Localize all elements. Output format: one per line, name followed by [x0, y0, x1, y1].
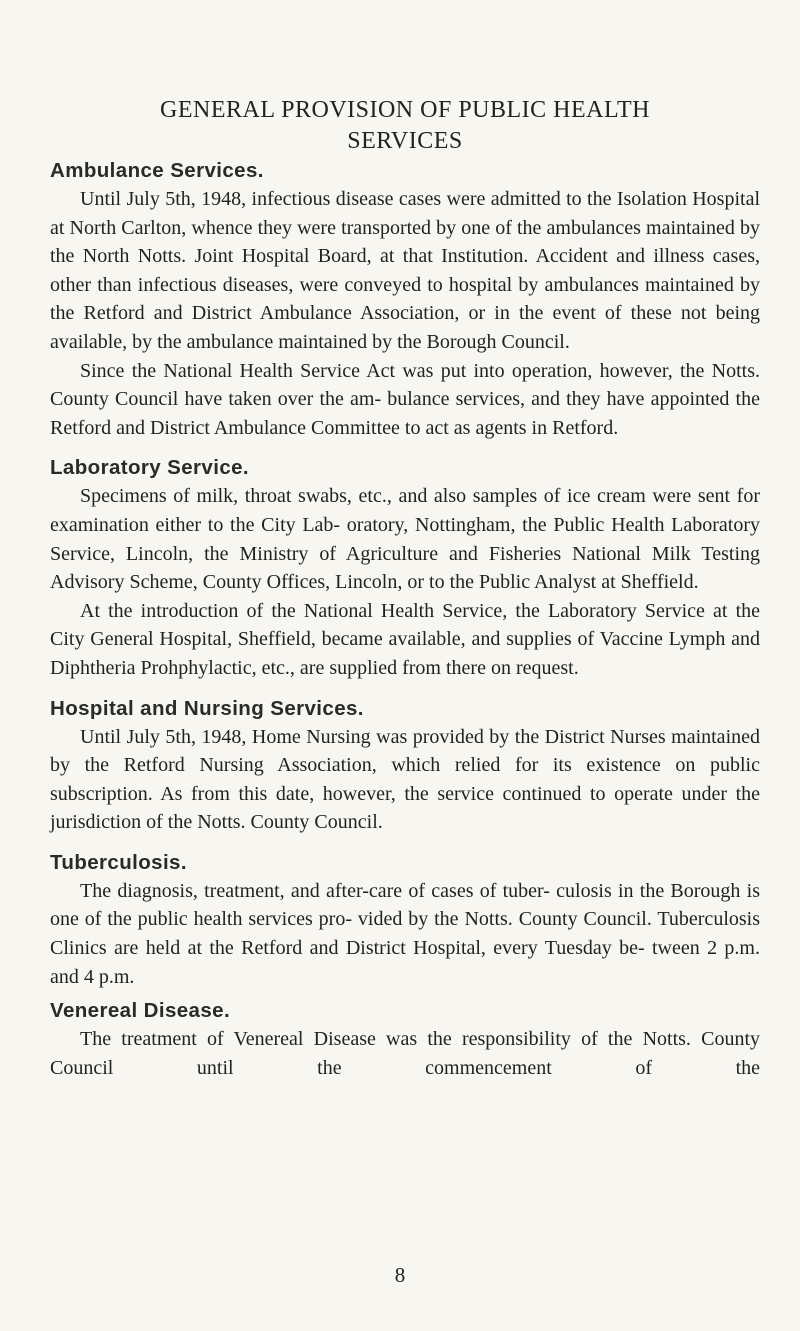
section-heading: Tuberculosis.: [50, 850, 187, 874]
section-tuberculosis: [50, 849, 760, 991]
section-venereal-disease: [50, 997, 760, 1082]
paragraph: Since the National Health Service Act was put into operation, however, the Notts. County Council have taken over the am- bulance services, and they have appointed the Retford and District Ambulance Committee to act as agents in Retford.: [50, 359, 760, 439]
page-title: [50, 95, 760, 157]
paragraph: Specimens of milk, throat swabs, etc., and also samples of ice cream were sent for examination either to the City Lab- oratory, Nottingham, the Public Health Laboratory Service, Lincoln, the Ministry of Agriculture and Fisheries National Milk Testing Advisory Scheme, County Offices, Lincoln, or to the Public Analyst at Sheffield.: [50, 485, 760, 594]
paragraph: The treatment of Venereal Disease was the responsibility of the Notts. County Council until the commencement of the: [50, 1028, 760, 1079]
title-line-1: GENERAL PROVISION OF PUBLIC HEALTH: [160, 97, 650, 123]
paragraph: Until July 5th, 1948, infectious disease cases were admitted to the Isolation Hospital at North Carlton, whence they were transported by one of the ambulances maintained by the North Notts. Joint Hospital Board, at that Institution. Accident and illness cases, other than infectious diseases, were conveyed to hospital by ambulances maintained by the Retford and District Ambulance Association, or in the event of these not being available, by the ambulance maintained by the Borough Council.: [50, 188, 760, 353]
section-heading: Venereal Disease.: [50, 999, 231, 1023]
section-ambulance-services: [50, 157, 760, 442]
section-hospital-nursing: [50, 695, 760, 837]
document-page: [50, 95, 760, 1082]
paragraph: At the introduction of the National Health Service, the Laboratory Service at the City General Hospital, Sheffield, became available, and supplies of Vaccine Lymph and Diphtheria Prohphylactic, etc., are supplied from there on request.: [50, 599, 760, 679]
section-heading: Ambulance Services.: [50, 159, 264, 182]
section-heading: Hospital and Nursing Services.: [50, 696, 364, 720]
section-laboratory-service: [50, 454, 760, 682]
paragraph: Until July 5th, 1948, Home Nursing was provided by the District Nurses maintained by the Retford Nursing Association, which relied for its existence on public subscription. As from this date, however, the service continued to operate under the jurisdiction of the Notts. County Council.: [50, 725, 760, 834]
page-number: 8: [394, 1263, 406, 1287]
title-line-2: SERVICES: [347, 128, 463, 154]
section-heading: Laboratory Service.: [50, 456, 250, 480]
paragraph: The diagnosis, treatment, and after-care of cases of tuber- culosis in the Borough is one of the public health services pro- vided by the Notts. County Council. Tuberculosis Clinics are held at the Retford and District Hospital, every Tuesday be- tween 2 p.m. and 4 p.m.: [50, 879, 760, 988]
